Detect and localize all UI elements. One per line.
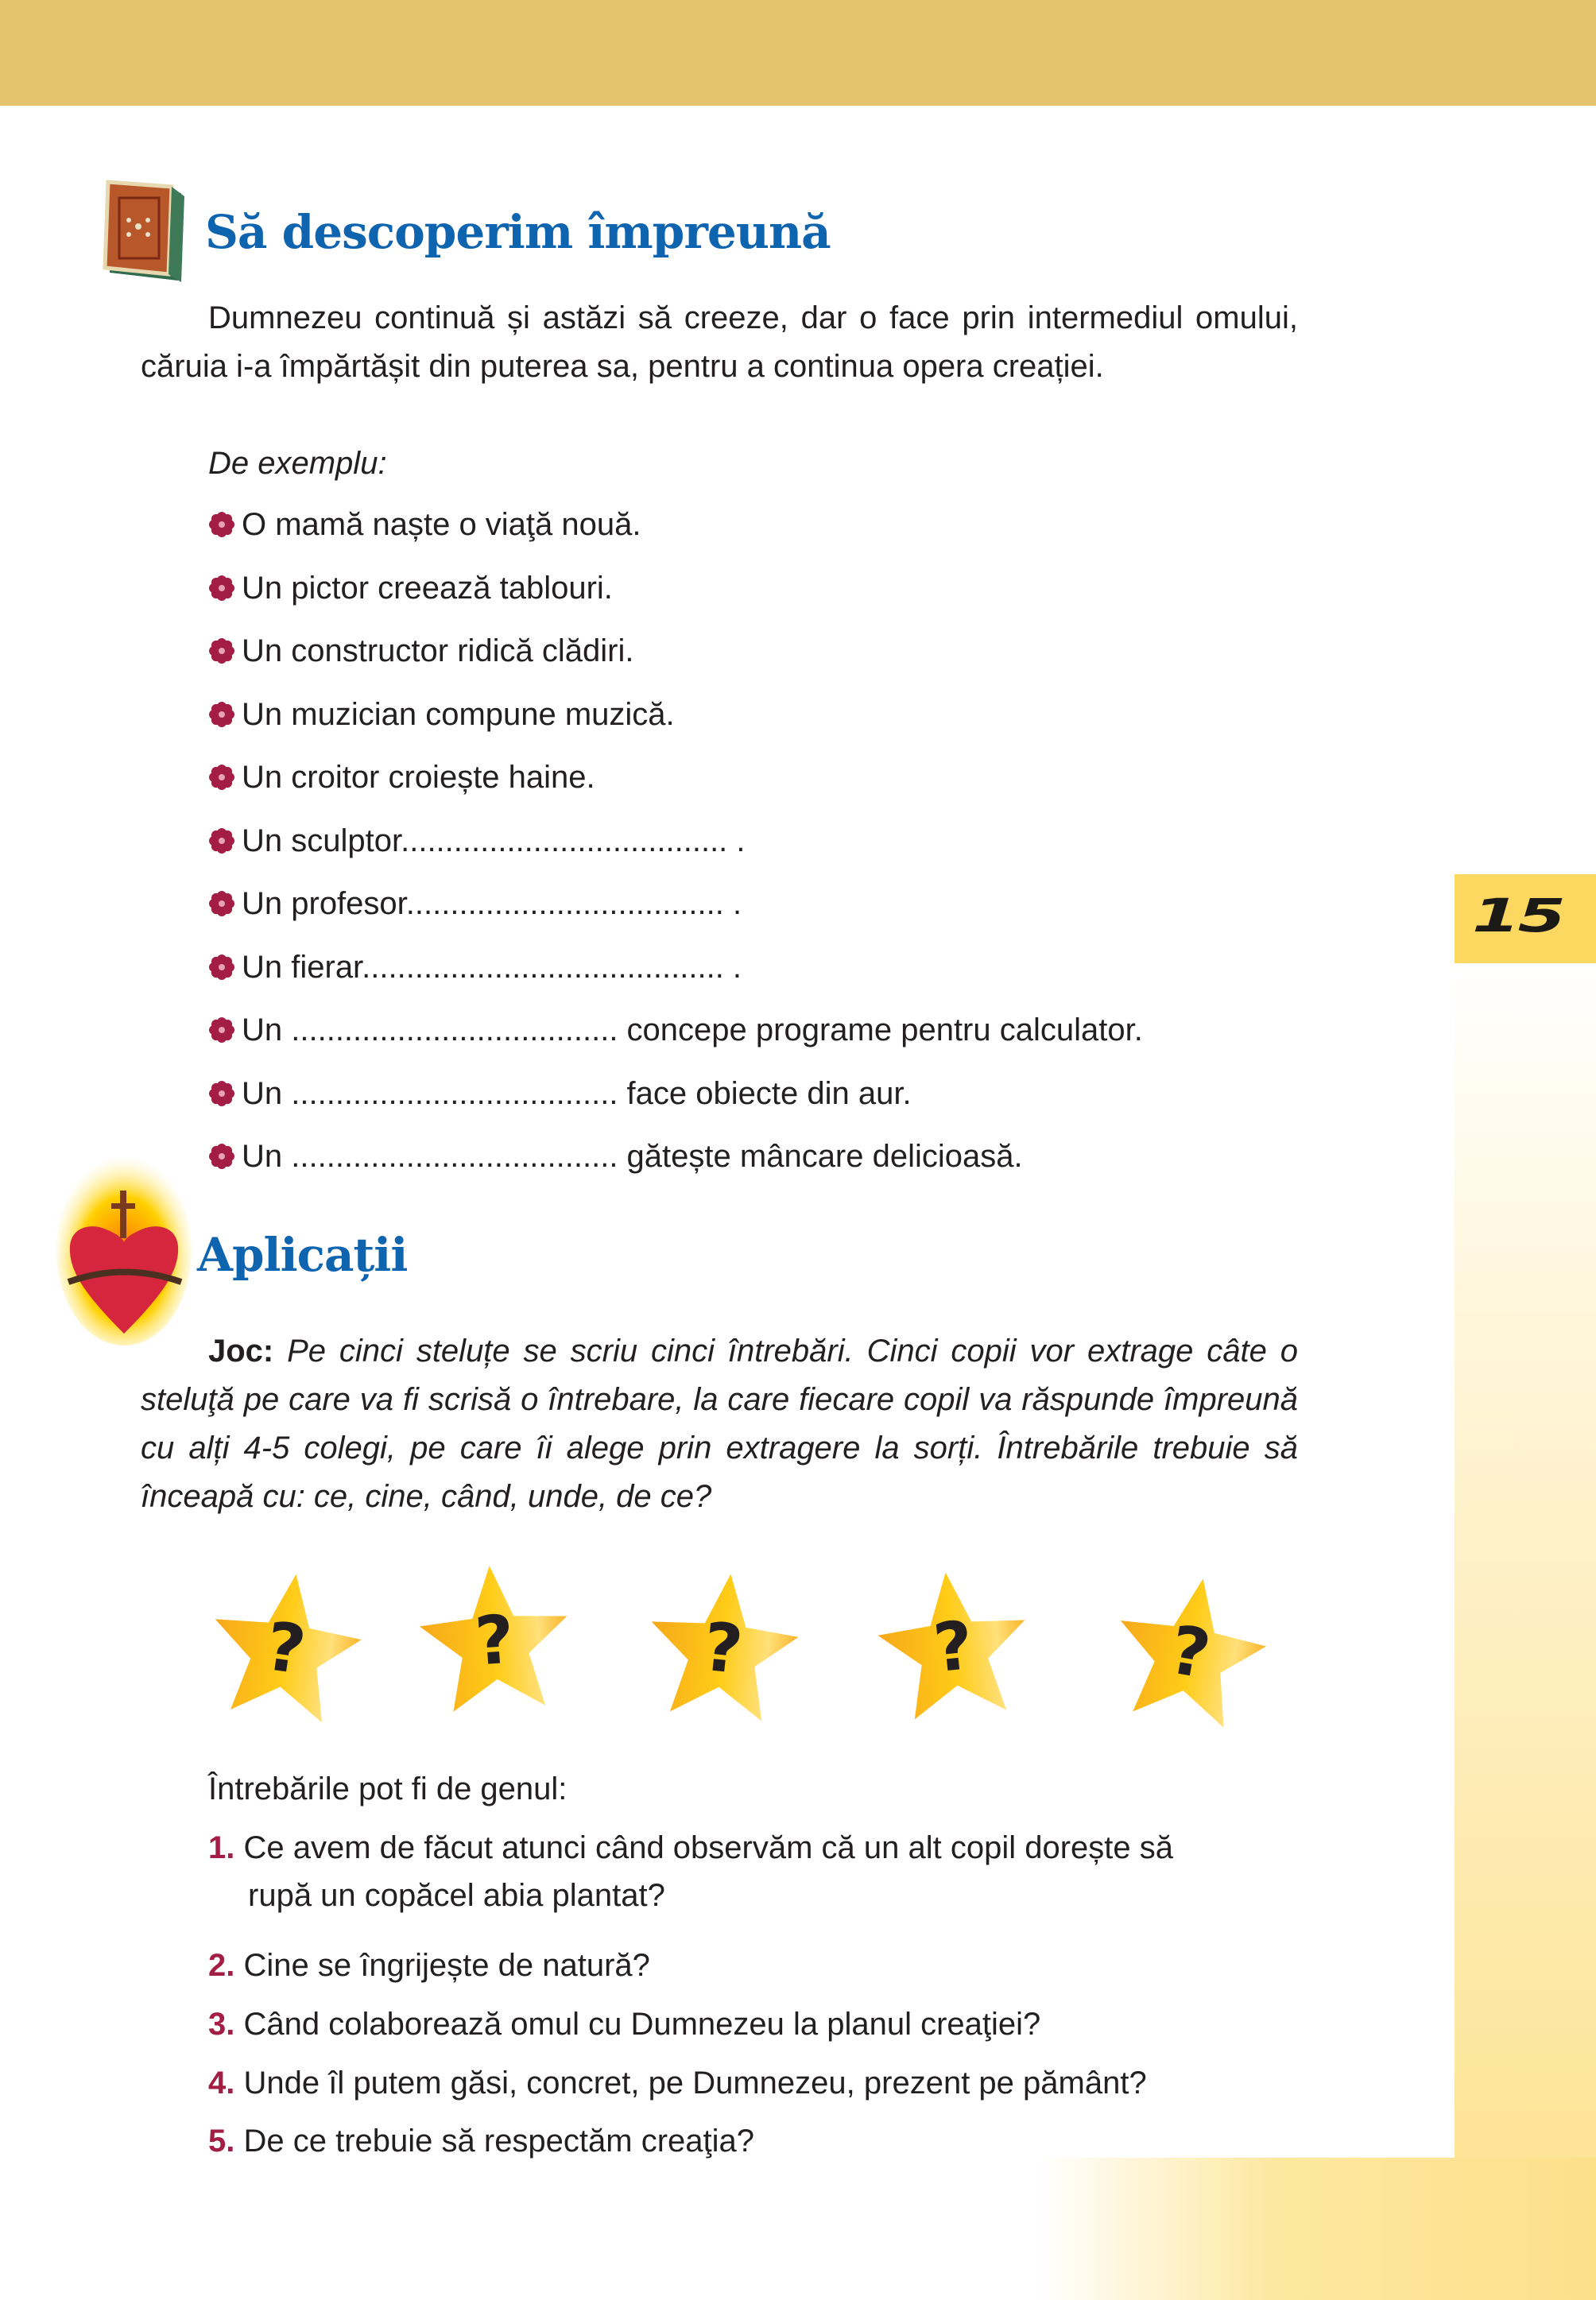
flower-bullet-icon — [208, 883, 235, 910]
question-number: 1. — [208, 1830, 235, 1865]
example-text: Un fierar......................................... . — [242, 949, 742, 985]
example-item — [208, 880, 742, 927]
example-text: Un ..................................... gătește mâncare delicioasă. — [242, 1139, 1023, 1174]
section-title-applications: Aplicații — [197, 1228, 408, 1282]
example-item — [208, 627, 634, 675]
flower-bullet-icon — [208, 694, 235, 721]
book-icon — [102, 179, 196, 290]
flower-bullet-icon — [208, 1073, 235, 1100]
question-text: Unde îl putem găsi, concret, pe Dumnezeu, prezent pe pământ? — [243, 2066, 1147, 2101]
example-item — [208, 753, 595, 801]
flower-bullet-icon — [208, 630, 235, 657]
example-item — [208, 564, 613, 612]
question-star — [414, 1557, 575, 1718]
question-number: 4. — [208, 2066, 235, 2101]
page-number: 15 — [1472, 889, 1564, 943]
question-mark: ? — [261, 1607, 311, 1690]
question-mark: ? — [930, 1605, 977, 1688]
game-paragraph — [141, 1327, 1298, 1521]
game-label: Joc: — [208, 1334, 274, 1369]
example-item — [208, 1133, 1023, 1180]
question-text: Cine se îngrijește de natură? — [243, 1948, 650, 1983]
star-icon — [870, 1561, 1036, 1727]
question-star — [641, 1562, 807, 1729]
question-star — [201, 1560, 372, 1731]
example-text: Un constructor ridică clădiri. — [242, 633, 634, 668]
star-icon — [1103, 1562, 1278, 1737]
questions-intro: Întrebările pot fi de genul: — [208, 1771, 568, 1806]
flower-bullet-icon — [208, 567, 235, 594]
example-text: Un profesor.................................... . — [242, 886, 742, 921]
question-star — [870, 1561, 1036, 1727]
example-text: Un ..................................... concepe programe pentru calculator. — [242, 1013, 1143, 1047]
sacred-heart-icon — [52, 1151, 196, 1346]
flower-bullet-icon — [208, 820, 235, 847]
side-margin-gradient — [1455, 963, 1596, 2300]
bottom-band — [0, 2158, 1596, 2300]
example-item — [208, 817, 746, 865]
star-icon — [414, 1557, 575, 1718]
example-text: O mamă naște o viaţă nouă. — [242, 507, 641, 542]
example-item — [208, 501, 641, 548]
question-item — [208, 1942, 650, 1989]
intro-text: Dumnezeu continuă și astăzi să creeze, dar o face prin intermediul omului, căruia i-a împărtășit din puterea sa, pentru a continua opera creației. — [141, 300, 1298, 384]
question-item — [208, 1824, 1173, 1919]
question-item — [208, 2117, 754, 2165]
question-number: 5. — [208, 2124, 235, 2159]
example-label: De exemplu: — [208, 446, 387, 481]
question-text: Ce avem de făcut atunci când observăm că un alt copil dorește să — [243, 1830, 1174, 1865]
question-item — [208, 2000, 1040, 2048]
example-text: Un muzician compune muzică. — [242, 696, 675, 732]
flower-bullet-icon — [208, 947, 235, 974]
example-text: Un pictor creează tablouri. — [242, 570, 613, 606]
example-item — [208, 1070, 912, 1117]
question-mark: ? — [472, 1600, 517, 1681]
section-title-discover: Să descoperim împreună — [205, 205, 831, 259]
question-mark: ? — [699, 1607, 746, 1690]
example-item — [208, 691, 675, 738]
flower-bullet-icon — [208, 757, 235, 784]
example-item — [208, 943, 742, 991]
flower-bullet-icon — [208, 1136, 235, 1163]
game-text: Pe cinci steluțe se scriu cinci întrebări. Cinci copii vor extrage câte o steluţă pe care va fi scrisă o întrebare, la care fiecare copil va răspunde împreună cu alți 4-5 colegi, pe care îi alege prin extragere la sorți. Întrebările trebuie să înceapă cu: ce, cine, când, unde, de ce? — [141, 1334, 1298, 1514]
intro-paragraph — [141, 294, 1298, 391]
flower-bullet-icon — [208, 504, 235, 531]
question-text: Când colaborează omul cu Dumnezeu la planul creaţiei? — [243, 2007, 1041, 2042]
question-number: 3. — [208, 2007, 235, 2042]
example-text: Un ..................................... face obiecte din aur. — [242, 1075, 912, 1111]
example-text: Un croitor croiește haine. — [242, 760, 595, 795]
question-text: De ce trebuie să respectăm creaţia? — [243, 2124, 755, 2159]
top-band — [0, 0, 1596, 106]
example-item — [208, 1006, 1143, 1054]
example-text: Un sculptor..................................... . — [242, 823, 746, 858]
question-item — [208, 2059, 1147, 2107]
star-icon — [201, 1560, 372, 1731]
flower-bullet-icon — [208, 1009, 235, 1036]
question-text-cont: rupă un copăcel abia plantat? — [248, 1878, 665, 1913]
question-number: 2. — [208, 1948, 235, 1983]
question-mark: ? — [1164, 1610, 1216, 1694]
question-star — [1103, 1562, 1278, 1737]
star-icon — [641, 1562, 807, 1729]
